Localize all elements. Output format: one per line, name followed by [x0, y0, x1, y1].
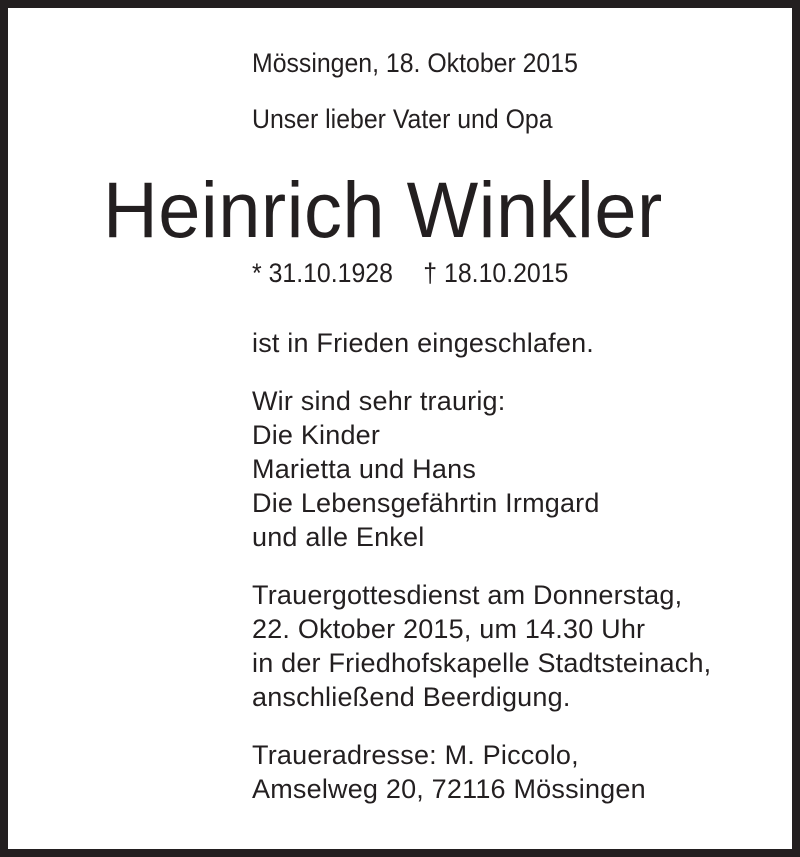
mourners-list	[252, 384, 600, 554]
address-line: Traueradresse: M. Piccolo,	[252, 740, 579, 770]
statement: ist in Frieden eingeschlafen.	[252, 328, 594, 358]
death-date: 18.10.2015	[444, 258, 569, 288]
service-line: in der Friedhofskapelle Stadtsteinach,	[252, 648, 712, 678]
mourning-address	[252, 738, 646, 806]
service-line: anschließend Beerdigung.	[252, 682, 571, 712]
service-line: Trauergottesdienst am Donnerstag,	[252, 580, 683, 610]
mourners-heading: Wir sind sehr traurig:	[252, 386, 506, 416]
address-line: Amselweg 20, 72116 Mössingen	[252, 774, 646, 804]
mourner-line: Die Kinder	[252, 420, 381, 450]
birth-symbol: *	[252, 258, 262, 288]
deceased-name: Heinrich Winkler	[103, 165, 663, 254]
place-date: Mössingen, 18. Oktober 2015	[252, 48, 578, 78]
mourner-line: Marietta und Hans	[252, 454, 477, 484]
service-line: 22. Oktober 2015, um 14.30 Uhr	[252, 614, 646, 644]
service-info	[252, 578, 711, 714]
life-dates	[252, 258, 568, 289]
mourner-line: Die Lebensgefährtin Irmgard	[252, 488, 600, 518]
birth-date: 31.10.1928	[268, 258, 393, 288]
intro-line: Unser lieber Vater und Opa	[252, 104, 553, 134]
mourner-line: und alle Enkel	[252, 522, 425, 552]
death-cross-icon: †	[423, 258, 438, 288]
